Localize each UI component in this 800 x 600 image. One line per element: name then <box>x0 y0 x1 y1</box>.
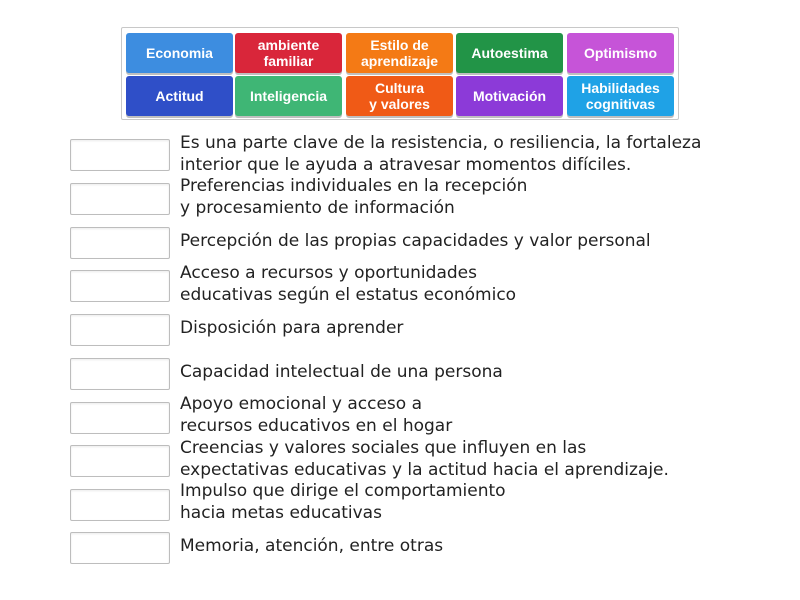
tile-economia[interactable]: Economia <box>126 33 233 73</box>
tile-autoestima[interactable]: Autoestima <box>456 33 563 73</box>
item-description-2: Preferencias individuales en la recepción y procesamiento de información <box>180 176 528 218</box>
tile-inteligencia[interactable]: Inteligencia <box>235 76 342 116</box>
item-description-4: Acceso a recursos y oportunidades educativas según el estatus económico <box>180 263 517 305</box>
drop-box-5[interactable] <box>70 314 170 346</box>
item-description-3: Percepción de las propias capacidades y valor personal <box>180 231 651 251</box>
tile-cultura-y-valores[interactable]: Cultura y valores <box>346 76 453 116</box>
drop-box-8[interactable] <box>70 445 170 477</box>
tile-habilidades-cognitivas[interactable]: Habilidades cognitivas <box>567 76 674 116</box>
item-description-7: Apoyo emocional y acceso a recursos educativos en el hogar <box>180 394 453 436</box>
item-description-9: Impulso que dirige el comportamiento hacia metas educativas <box>180 481 506 523</box>
drop-box-9[interactable] <box>70 489 170 521</box>
drop-box-3[interactable] <box>70 227 170 259</box>
tile-optimismo[interactable]: Optimismo <box>567 33 674 73</box>
tile-actitud[interactable]: Actitud <box>126 76 233 116</box>
drop-box-1[interactable] <box>70 139 170 171</box>
item-description-5: Disposición para aprender <box>180 318 404 338</box>
item-description-8: Creencias y valores sociales que influyen en las expectativas educativas y la actitud hacia el aprendizaje. <box>180 438 669 480</box>
tile-ambiente-familiar[interactable]: ambiente familiar <box>235 33 342 73</box>
drop-box-4[interactable] <box>70 270 170 302</box>
drop-box-10[interactable] <box>70 532 170 564</box>
drop-box-6[interactable] <box>70 358 170 390</box>
item-description-1: Es una parte clave de la resistencia, o resiliencia, la fortaleza interior que le ayuda a atravesar momentos difíciles. <box>180 133 702 175</box>
tile-estilo-de-aprendizaje[interactable]: Estilo de aprendizaje <box>346 33 453 73</box>
tile-motivacion[interactable]: Motivación <box>456 76 563 116</box>
drop-box-7[interactable] <box>70 402 170 434</box>
item-description-6: Capacidad intelectual de una persona <box>180 362 503 382</box>
tiles-panel <box>121 27 679 120</box>
item-description-10: Memoria, atención, entre otras <box>180 536 444 556</box>
drop-box-2[interactable] <box>70 183 170 215</box>
